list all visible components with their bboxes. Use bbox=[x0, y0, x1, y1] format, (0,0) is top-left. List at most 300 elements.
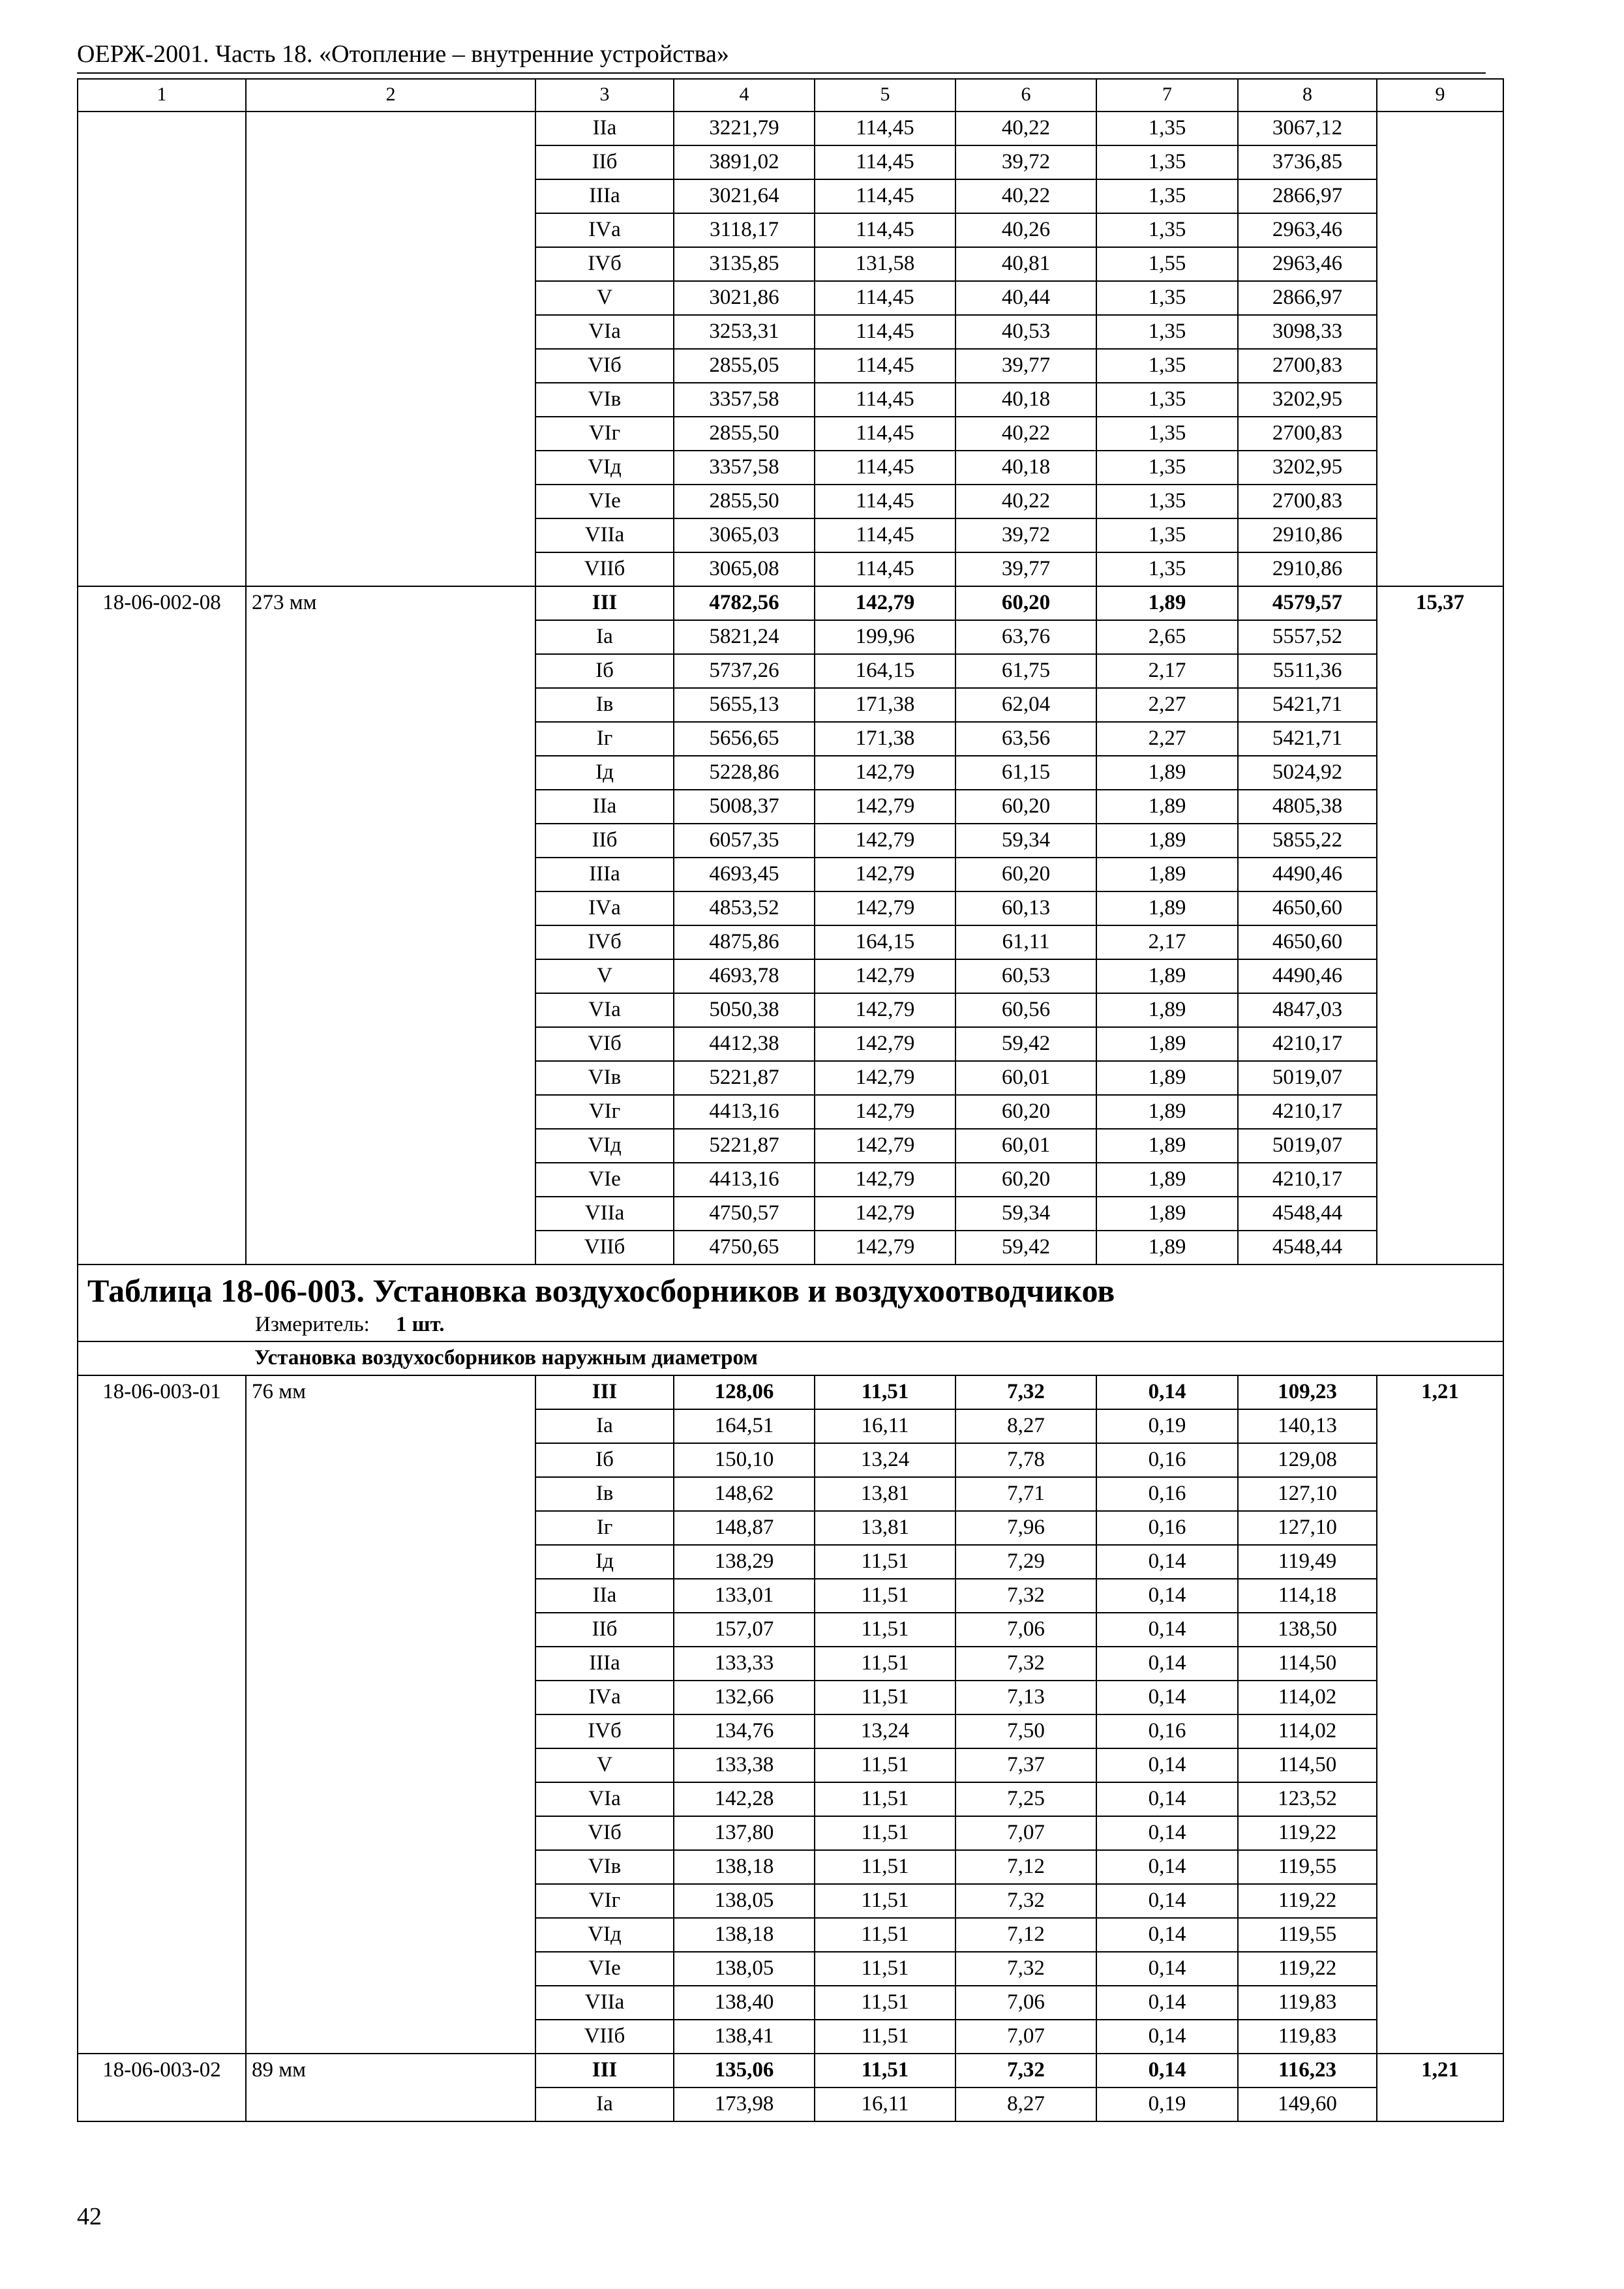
value-cell: 1,35 bbox=[1096, 145, 1238, 179]
zone-cell: III bbox=[535, 2054, 674, 2087]
value-cell: 40,44 bbox=[955, 281, 1096, 315]
table-row bbox=[78, 891, 1503, 925]
labor-cost-cell bbox=[1377, 1613, 1503, 1647]
value-cell: 3021,64 bbox=[674, 179, 815, 213]
labor-cost-cell bbox=[1377, 1545, 1503, 1579]
value-cell: 11,51 bbox=[815, 1613, 955, 1647]
value-cell: 11,51 bbox=[815, 1816, 955, 1850]
value-cell: 7,06 bbox=[955, 1613, 1096, 1647]
zone-cell: IIб bbox=[535, 1613, 674, 1647]
value-cell: 4490,46 bbox=[1238, 858, 1377, 891]
labor-cost-cell bbox=[1377, 1579, 1503, 1613]
value-cell: 0,14 bbox=[1096, 1816, 1238, 1850]
item-name bbox=[246, 552, 535, 586]
item-name bbox=[246, 1748, 535, 1782]
value-cell: 3357,58 bbox=[674, 451, 815, 485]
value-cell: 1,35 bbox=[1096, 518, 1238, 552]
rate-code bbox=[78, 247, 246, 281]
zone-cell: Iг bbox=[535, 722, 674, 756]
value-cell: 2866,97 bbox=[1238, 281, 1377, 315]
value-cell: 164,51 bbox=[674, 1409, 815, 1443]
value-cell: 2910,86 bbox=[1238, 552, 1377, 586]
zone-cell: IVб bbox=[535, 1714, 674, 1748]
item-name bbox=[246, 1511, 535, 1545]
rate-code bbox=[78, 552, 246, 586]
value-cell: 114,45 bbox=[815, 213, 955, 247]
value-cell: 0,14 bbox=[1096, 2054, 1238, 2087]
zone-cell: VIIа bbox=[535, 518, 674, 552]
table-row bbox=[78, 1477, 1503, 1511]
value-cell: 164,15 bbox=[815, 654, 955, 688]
value-cell: 40,18 bbox=[955, 451, 1096, 485]
value-cell: 114,45 bbox=[815, 281, 955, 315]
rate-code bbox=[78, 1027, 246, 1061]
rate-code bbox=[78, 1782, 246, 1816]
value-cell: 4853,52 bbox=[674, 891, 815, 925]
column-number: 2 bbox=[246, 79, 535, 112]
value-cell: 3065,08 bbox=[674, 552, 815, 586]
rate-code bbox=[78, 891, 246, 925]
labor-cost-cell bbox=[1377, 1816, 1503, 1850]
meter-value: 1 шт. bbox=[395, 1313, 445, 1336]
table-row bbox=[78, 145, 1503, 179]
value-cell: 5228,86 bbox=[674, 756, 815, 790]
value-cell: 114,45 bbox=[815, 315, 955, 349]
value-cell: 1,89 bbox=[1096, 858, 1238, 891]
table-row bbox=[78, 993, 1503, 1027]
value-cell: 0,19 bbox=[1096, 1409, 1238, 1443]
zone-cell: VIд bbox=[535, 1918, 674, 1952]
value-cell: 1,89 bbox=[1096, 756, 1238, 790]
rate-code bbox=[78, 2020, 246, 2054]
zone-cell: Iа bbox=[535, 2087, 674, 2121]
value-cell: 40,26 bbox=[955, 213, 1096, 247]
rate-code bbox=[78, 1477, 246, 1511]
column-number: 3 bbox=[535, 79, 674, 112]
value-cell: 142,79 bbox=[815, 790, 955, 824]
value-cell: 60,01 bbox=[955, 1129, 1096, 1163]
value-cell: 0,14 bbox=[1096, 1850, 1238, 1884]
value-cell: 132,66 bbox=[674, 1681, 815, 1714]
table-row bbox=[78, 1163, 1503, 1197]
value-cell: 1,35 bbox=[1096, 349, 1238, 383]
value-cell: 2700,83 bbox=[1238, 485, 1377, 518]
table-row bbox=[78, 1061, 1503, 1095]
value-cell: 142,79 bbox=[815, 1061, 955, 1095]
value-cell: 2,65 bbox=[1096, 620, 1238, 654]
value-cell: 4650,60 bbox=[1238, 925, 1377, 959]
zone-cell: IIа bbox=[535, 1579, 674, 1613]
item-name bbox=[246, 1884, 535, 1918]
labor-cost-cell bbox=[1377, 1782, 1503, 1816]
zone-cell: VIе bbox=[535, 485, 674, 518]
value-cell: 114,02 bbox=[1238, 1681, 1377, 1714]
labor-cost-cell bbox=[1377, 1681, 1503, 1714]
zone-cell: IIIа bbox=[535, 858, 674, 891]
zone-cell: IVб bbox=[535, 925, 674, 959]
item-name bbox=[246, 620, 535, 654]
zone-cell: IVа bbox=[535, 891, 674, 925]
labor-cost-cell bbox=[1377, 1918, 1503, 1952]
rate-code: 18-06-002-08 bbox=[78, 586, 246, 620]
zone-cell: VIд bbox=[535, 451, 674, 485]
table-row bbox=[78, 451, 1503, 485]
zone-cell: IIIа bbox=[535, 1647, 674, 1681]
value-cell: 5655,13 bbox=[674, 688, 815, 722]
item-name bbox=[246, 1095, 535, 1129]
value-cell: 11,51 bbox=[815, 1375, 955, 1409]
value-cell: 119,55 bbox=[1238, 1918, 1377, 1952]
value-cell: 11,51 bbox=[815, 1681, 955, 1714]
zone-cell: VIе bbox=[535, 1163, 674, 1197]
labor-cost-cell bbox=[1377, 2020, 1503, 2054]
item-name bbox=[246, 1816, 535, 1850]
value-cell: 1,89 bbox=[1096, 1061, 1238, 1095]
value-cell: 1,35 bbox=[1096, 383, 1238, 417]
value-cell: 119,22 bbox=[1238, 1816, 1377, 1850]
value-cell: 142,79 bbox=[815, 1197, 955, 1231]
value-cell: 3202,95 bbox=[1238, 451, 1377, 485]
value-cell: 7,32 bbox=[955, 1884, 1096, 1918]
labor-cost-cell bbox=[1377, 993, 1503, 1027]
labor-cost-cell bbox=[1377, 1647, 1503, 1681]
value-cell: 114,45 bbox=[815, 145, 955, 179]
labor-cost-cell bbox=[1377, 1714, 1503, 1748]
value-cell: 137,80 bbox=[674, 1816, 815, 1850]
value-cell: 11,51 bbox=[815, 1850, 955, 1884]
column-number: 5 bbox=[815, 79, 955, 112]
rate-code bbox=[78, 417, 246, 451]
labor-cost-cell bbox=[1377, 1231, 1503, 1264]
zone-cell: VIа bbox=[535, 993, 674, 1027]
column-number: 9 bbox=[1377, 79, 1503, 112]
value-cell: 5855,22 bbox=[1238, 824, 1377, 858]
table-row bbox=[78, 1197, 1503, 1231]
table-row bbox=[78, 824, 1503, 858]
value-cell: 138,29 bbox=[674, 1545, 815, 1579]
rate-code bbox=[78, 654, 246, 688]
value-cell: 2,17 bbox=[1096, 925, 1238, 959]
value-cell: 62,04 bbox=[955, 688, 1096, 722]
rate-code bbox=[78, 1918, 246, 1952]
table-title: Таблица 18-06-003. Установка воздухосборников и воздухоотводчиков bbox=[87, 1272, 1115, 1309]
value-cell: 148,62 bbox=[674, 1477, 815, 1511]
labor-cost-cell bbox=[1377, 315, 1503, 349]
value-cell: 40,81 bbox=[955, 247, 1096, 281]
rate-code bbox=[78, 790, 246, 824]
value-cell: 39,72 bbox=[955, 145, 1096, 179]
value-cell: 3135,85 bbox=[674, 247, 815, 281]
table-row bbox=[78, 1748, 1503, 1782]
labor-cost-cell: 1,21 bbox=[1377, 2054, 1503, 2087]
value-cell: 0,14 bbox=[1096, 1375, 1238, 1409]
zone-cell: III bbox=[535, 586, 674, 620]
zone-cell: IVа bbox=[535, 1681, 674, 1714]
zone-cell: VIе bbox=[535, 1952, 674, 1986]
table-row bbox=[78, 485, 1503, 518]
zone-cell: III bbox=[535, 1375, 674, 1409]
labor-cost-cell bbox=[1377, 1443, 1503, 1477]
rate-code bbox=[78, 1647, 246, 1681]
value-cell: 60,20 bbox=[955, 1163, 1096, 1197]
value-cell: 59,34 bbox=[955, 824, 1096, 858]
value-cell: 138,40 bbox=[674, 1986, 815, 2020]
value-cell: 114,50 bbox=[1238, 1748, 1377, 1782]
value-cell: 13,24 bbox=[815, 1443, 955, 1477]
value-cell: 142,79 bbox=[815, 959, 955, 993]
zone-cell: Iб bbox=[535, 1443, 674, 1477]
table-row bbox=[78, 112, 1503, 145]
rate-code bbox=[78, 722, 246, 756]
value-cell: 1,35 bbox=[1096, 552, 1238, 586]
value-cell: 142,79 bbox=[815, 891, 955, 925]
rate-code bbox=[78, 518, 246, 552]
value-cell: 40,18 bbox=[955, 383, 1096, 417]
value-cell: 1,35 bbox=[1096, 315, 1238, 349]
rate-code bbox=[78, 959, 246, 993]
zone-cell: VIд bbox=[535, 1129, 674, 1163]
value-cell: 3098,33 bbox=[1238, 315, 1377, 349]
value-cell: 116,23 bbox=[1238, 2054, 1377, 2087]
value-cell: 4805,38 bbox=[1238, 790, 1377, 824]
rate-code bbox=[78, 1850, 246, 1884]
value-cell: 164,15 bbox=[815, 925, 955, 959]
value-cell: 4490,46 bbox=[1238, 959, 1377, 993]
value-cell: 5024,92 bbox=[1238, 756, 1377, 790]
value-cell: 0,16 bbox=[1096, 1443, 1238, 1477]
zone-cell: VIб bbox=[535, 1027, 674, 1061]
zone-cell: IVб bbox=[535, 247, 674, 281]
value-cell: 3736,85 bbox=[1238, 145, 1377, 179]
zone-cell: V bbox=[535, 1748, 674, 1782]
labor-cost-cell bbox=[1377, 247, 1503, 281]
table-row bbox=[78, 247, 1503, 281]
value-cell: 128,06 bbox=[674, 1375, 815, 1409]
value-cell: 0,16 bbox=[1096, 1477, 1238, 1511]
rate-code bbox=[78, 1816, 246, 1850]
labor-cost-cell bbox=[1377, 1061, 1503, 1095]
value-cell: 1,89 bbox=[1096, 959, 1238, 993]
column-number: 4 bbox=[674, 79, 815, 112]
item-name bbox=[246, 1613, 535, 1647]
value-cell: 134,76 bbox=[674, 1714, 815, 1748]
table-body-upper bbox=[78, 79, 1503, 1264]
value-cell: 7,12 bbox=[955, 1850, 1096, 1884]
value-cell: 7,07 bbox=[955, 2020, 1096, 2054]
labor-cost-cell bbox=[1377, 1748, 1503, 1782]
zone-cell: IIIа bbox=[535, 179, 674, 213]
item-name bbox=[246, 1986, 535, 2020]
value-cell: 63,56 bbox=[955, 722, 1096, 756]
value-cell: 142,79 bbox=[815, 756, 955, 790]
table-row bbox=[78, 959, 1503, 993]
column-number: 1 bbox=[78, 79, 246, 112]
value-cell: 4413,16 bbox=[674, 1095, 815, 1129]
item-name bbox=[246, 2020, 535, 2054]
value-cell: 119,22 bbox=[1238, 1952, 1377, 1986]
column-number: 6 bbox=[955, 79, 1096, 112]
value-cell: 2910,86 bbox=[1238, 518, 1377, 552]
zone-cell: VIг bbox=[535, 417, 674, 451]
page-number: 42 bbox=[77, 2203, 102, 2230]
value-cell: 2855,50 bbox=[674, 417, 815, 451]
value-cell: 61,15 bbox=[955, 756, 1096, 790]
value-cell: 114,45 bbox=[815, 518, 955, 552]
value-cell: 60,56 bbox=[955, 993, 1096, 1027]
table-row bbox=[78, 315, 1503, 349]
zone-cell: VIа bbox=[535, 315, 674, 349]
column-number-row bbox=[78, 79, 1503, 112]
value-cell: 11,51 bbox=[815, 1884, 955, 1918]
value-cell: 1,89 bbox=[1096, 1231, 1238, 1264]
value-cell: 11,51 bbox=[815, 1986, 955, 2020]
rate-code bbox=[78, 1443, 246, 1477]
value-cell: 1,35 bbox=[1096, 213, 1238, 247]
labor-cost-cell bbox=[1377, 959, 1503, 993]
value-cell: 5008,37 bbox=[674, 790, 815, 824]
value-cell: 13,81 bbox=[815, 1477, 955, 1511]
table-003-heading bbox=[78, 1264, 1503, 1375]
value-cell: 2866,97 bbox=[1238, 179, 1377, 213]
labor-cost-cell bbox=[1377, 1511, 1503, 1545]
value-cell: 119,83 bbox=[1238, 1986, 1377, 2020]
rate-code bbox=[78, 688, 246, 722]
value-cell: 138,41 bbox=[674, 2020, 815, 2054]
labor-cost-cell bbox=[1377, 112, 1503, 145]
value-cell: 8,27 bbox=[955, 2087, 1096, 2121]
item-name bbox=[246, 1782, 535, 1816]
item-name bbox=[246, 925, 535, 959]
value-cell: 150,10 bbox=[674, 1443, 815, 1477]
value-cell: 114,50 bbox=[1238, 1647, 1377, 1681]
value-cell: 5221,87 bbox=[674, 1129, 815, 1163]
item-name bbox=[246, 213, 535, 247]
item-name bbox=[246, 315, 535, 349]
value-cell: 7,25 bbox=[955, 1782, 1096, 1816]
item-name bbox=[246, 959, 535, 993]
rate-code bbox=[78, 925, 246, 959]
item-name bbox=[246, 518, 535, 552]
value-cell: 4750,65 bbox=[674, 1231, 815, 1264]
labor-cost-cell bbox=[1377, 654, 1503, 688]
value-cell: 4847,03 bbox=[1238, 993, 1377, 1027]
value-cell: 142,79 bbox=[815, 1231, 955, 1264]
labor-cost-cell bbox=[1377, 485, 1503, 518]
table-row bbox=[78, 1918, 1503, 1952]
value-cell: 4210,17 bbox=[1238, 1163, 1377, 1197]
value-cell: 5421,71 bbox=[1238, 722, 1377, 756]
zone-cell: V bbox=[535, 959, 674, 993]
rate-code bbox=[78, 485, 246, 518]
item-name bbox=[246, 1647, 535, 1681]
value-cell: 129,08 bbox=[1238, 1443, 1377, 1477]
value-cell: 1,89 bbox=[1096, 891, 1238, 925]
value-cell: 119,55 bbox=[1238, 1850, 1377, 1884]
table-row bbox=[78, 1613, 1503, 1647]
labor-cost-cell bbox=[1377, 281, 1503, 315]
table-row bbox=[78, 1647, 1503, 1681]
value-cell: 2,27 bbox=[1096, 722, 1238, 756]
value-cell: 11,51 bbox=[815, 1918, 955, 1952]
value-cell: 0,14 bbox=[1096, 1884, 1238, 1918]
value-cell: 142,79 bbox=[815, 586, 955, 620]
table-row bbox=[78, 417, 1503, 451]
value-cell: 1,35 bbox=[1096, 179, 1238, 213]
value-cell: 1,89 bbox=[1096, 1163, 1238, 1197]
document-header: ОЕРЖ-2001. Часть 18. «Отопление – внутренние устройства» bbox=[77, 40, 729, 68]
table-row bbox=[78, 383, 1503, 417]
rate-code bbox=[78, 824, 246, 858]
labor-cost-cell bbox=[1377, 1129, 1503, 1163]
value-cell: 133,01 bbox=[674, 1579, 815, 1613]
value-cell: 5557,52 bbox=[1238, 620, 1377, 654]
value-cell: 5821,24 bbox=[674, 620, 815, 654]
value-cell: 0,14 bbox=[1096, 1579, 1238, 1613]
table-row bbox=[78, 1850, 1503, 1884]
value-cell: 60,20 bbox=[955, 790, 1096, 824]
labor-cost-cell bbox=[1377, 790, 1503, 824]
value-cell: 0,14 bbox=[1096, 2020, 1238, 2054]
item-name bbox=[246, 2087, 535, 2121]
value-cell: 11,51 bbox=[815, 1579, 955, 1613]
zone-cell: Iа bbox=[535, 620, 674, 654]
value-cell: 7,29 bbox=[955, 1545, 1096, 1579]
value-cell: 60,13 bbox=[955, 891, 1096, 925]
value-cell: 1,89 bbox=[1096, 824, 1238, 858]
labor-cost-cell bbox=[1377, 1095, 1503, 1129]
value-cell: 7,96 bbox=[955, 1511, 1096, 1545]
value-cell: 2700,83 bbox=[1238, 349, 1377, 383]
labor-cost-cell bbox=[1377, 1197, 1503, 1231]
item-name bbox=[246, 383, 535, 417]
value-cell: 4875,86 bbox=[674, 925, 815, 959]
meter-label: Измеритель: bbox=[255, 1313, 370, 1336]
value-cell: 4210,17 bbox=[1238, 1027, 1377, 1061]
labor-cost-cell bbox=[1377, 1163, 1503, 1197]
labor-cost-cell bbox=[1377, 349, 1503, 383]
value-cell: 0,19 bbox=[1096, 2087, 1238, 2121]
value-cell: 11,51 bbox=[815, 2054, 955, 2087]
table-row bbox=[78, 586, 1503, 620]
zone-cell: VIIб bbox=[535, 2020, 674, 2054]
rate-code: 18-06-003-01 bbox=[78, 1375, 246, 1409]
item-name bbox=[246, 824, 535, 858]
rate-code bbox=[78, 1986, 246, 2020]
value-cell: 11,51 bbox=[815, 1748, 955, 1782]
item-name bbox=[246, 1197, 535, 1231]
rate-code bbox=[78, 1231, 246, 1264]
table-row bbox=[78, 2087, 1503, 2121]
labor-cost-cell bbox=[1377, 1850, 1503, 1884]
item-name bbox=[246, 1579, 535, 1613]
value-cell: 8,27 bbox=[955, 1409, 1096, 1443]
rate-code bbox=[78, 620, 246, 654]
rate-code bbox=[78, 1061, 246, 1095]
value-cell: 3221,79 bbox=[674, 112, 815, 145]
value-cell: 3253,31 bbox=[674, 315, 815, 349]
labor-cost-cell bbox=[1377, 213, 1503, 247]
rate-code bbox=[78, 383, 246, 417]
value-cell: 7,32 bbox=[955, 2054, 1096, 2087]
value-cell: 114,45 bbox=[815, 552, 955, 586]
value-cell: 171,38 bbox=[815, 722, 955, 756]
value-cell: 59,42 bbox=[955, 1231, 1096, 1264]
item-name bbox=[246, 247, 535, 281]
value-cell: 1,35 bbox=[1096, 417, 1238, 451]
table-row bbox=[78, 1409, 1503, 1443]
zone-cell: Iд bbox=[535, 1545, 674, 1579]
table-row bbox=[78, 1952, 1503, 1986]
